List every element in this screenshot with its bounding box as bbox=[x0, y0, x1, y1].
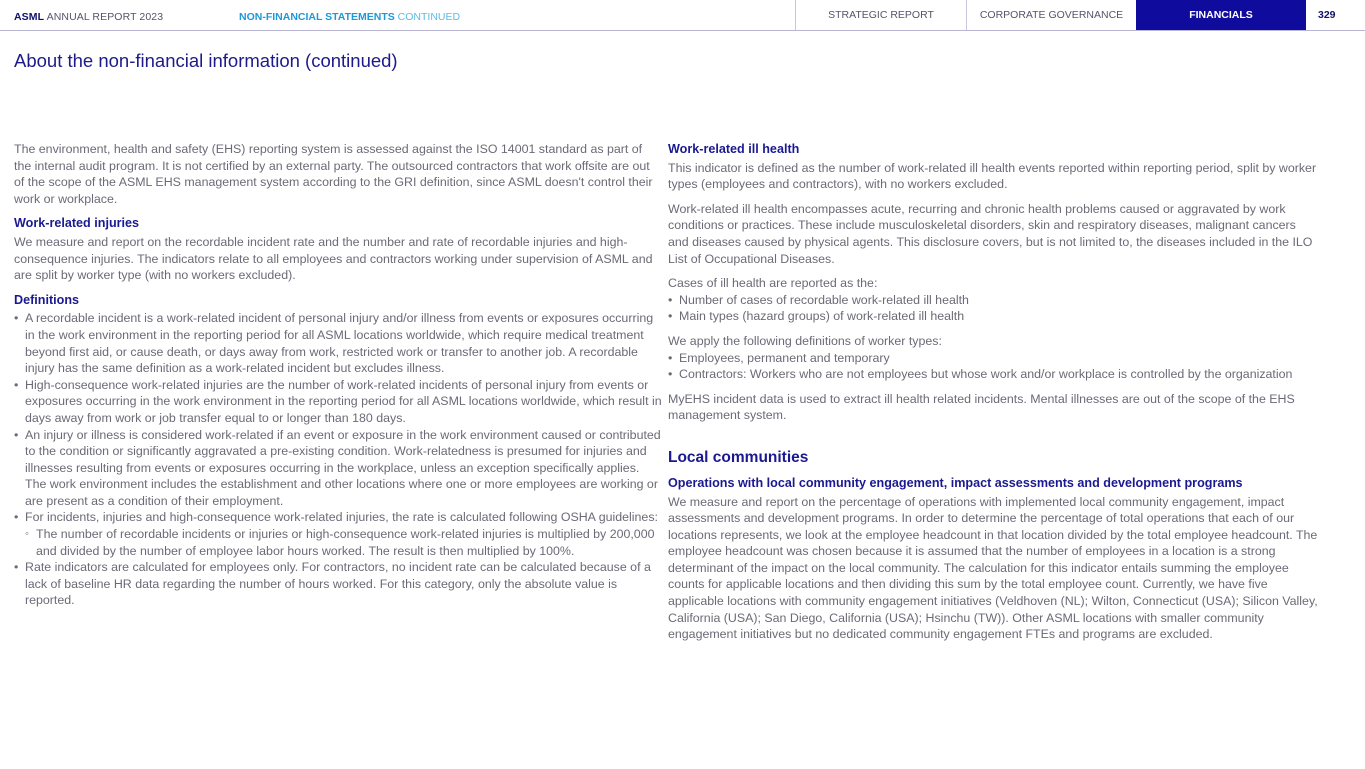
right-column bbox=[668, 141, 1318, 651]
osha-text: For incidents, injuries and high-consequence work-related injuries, the rate is calculated following OSHA guidelines: bbox=[25, 510, 658, 525]
report-brand[interactable] bbox=[14, 11, 163, 23]
definition-item-osha bbox=[14, 509, 662, 559]
nav-tab-strategic-report[interactable]: STRATEGIC REPORT bbox=[795, 0, 966, 30]
nav-tab-corporate-governance[interactable]: CORPORATE GOVERNANCE bbox=[966, 0, 1136, 30]
definitions-list bbox=[14, 310, 662, 609]
work-related-injuries-heading: Work-related injuries bbox=[14, 216, 140, 231]
worker-types-intro: We apply the following definitions of worker types: bbox=[668, 333, 942, 348]
worker-types-list bbox=[668, 350, 1318, 383]
section-name: NON-FINANCIAL STATEMENTS bbox=[239, 11, 395, 23]
page-number: 329 bbox=[1318, 9, 1336, 21]
ehs-intro-paragraph: The environment, health and safety (EHS) reporting system is assessed against the ISO 14001 standard as part of the internal audit program. It is not certified by an external party. The outsourced contractors that work offsite are out of the scope of the ASML EHS management system according to the GRI definition, since ASML doesn't control their work or workplace. bbox=[14, 142, 653, 206]
cases-list bbox=[668, 292, 1318, 325]
definitions-heading: Definitions bbox=[14, 292, 80, 307]
definition-item: • An injury or illness is considered work-related if an event or exposure in the work environment caused or contributed to the condition or significantly aggravated a pre-existing condition. Work-relatedness is presumed for injuries and illnesses resulting from events or exposures occurring in the workplace, unless an exception specifically applies. The work environment includes the establishment and other locations where one or more employees are working or are present as a condition of their employment. bbox=[14, 427, 662, 510]
osha-sub-item: ◦ The number of recordable incidents or injuries or high-consequence work-related injuries is multiplied by 200,000 and divided by the number of employee labor hours worked. The result is then multiplied by 100%. bbox=[25, 526, 662, 559]
definition-item: • A recordable incident is a work-related incident of personal injury and/or illness from events or exposures occurring in the work environment in the reporting period for all ASML locations worldwide, which require medical treatment beyond first aid, or cause death, or days away from work, restricted work or transfer to another job. A recordable injury has the same definition as a work-related incident but excludes illness. bbox=[14, 310, 662, 376]
definition-item: • Rate indicators are calculated for employees only. For contractors, no incident rate can be calculated because of a lack of baseline HR data regarding the number of hours worked. For this category, only the absolute value is reported. bbox=[14, 559, 662, 609]
brand-name: ASML bbox=[14, 11, 45, 23]
osha-sublist bbox=[25, 526, 662, 559]
operations-paragraph: We measure and report on the percentage of operations with implemented local community engagement, impact assessments and development programs. In order to determine the percentage of total operations that each of our locations represents, we look at the employee headcount in that location divided by the total employee headcount. The employee headcount was chosen because it is assumed that the number of employees in a location is a strong determinant of the impact on the local community. The calculation for this indicator entails summing the employee counts for applicable locations and then dividing this sum by the total employee count. Currently, we have five applicable locations with community engagement initiatives (Veldhoven (NL); Wilton, Connecticut (USA); Silicon Valley, California (USA); San Diego, California (USA); Hsinchu (TW)). Other ASML locations with smaller community engagement initiatives but no dedicated community engagement FTEs and programs are excluded. bbox=[668, 494, 1318, 642]
myehs-paragraph: MyEHS incident data is used to extract ill health related incidents. Mental illnesses are out of the scope of the EHS management system. bbox=[668, 391, 1295, 423]
operations-heading: Operations with local community engagement, impact assessments and development programs bbox=[668, 475, 1243, 490]
ill-health-paragraph-2: Work-related ill health encompasses acute, recurring and chronic health problems caused or aggravated by work conditions or practices. These include musculoskeletal disorders, skin and respiratory diseases, malignant cancers and diseases caused by physical agents. This disclosure covers, but is not limited to, the diseases included in the ILO List of Occupational Diseases. bbox=[668, 201, 1313, 266]
ill-health-paragraph-1: This indicator is defined as the number of work-related ill health events reported within reporting period, split by worker types (employees and contractors), with no workers excluded. bbox=[668, 160, 1317, 192]
work-related-injuries-paragraph: We measure and report on the recordable incident rate and the number and rate of recordable injuries and high-consequence injuries. The indicators relate to all employees and contractors working under supervision of ASML and are split by worker type (with no workers excluded). bbox=[14, 234, 653, 283]
worker-type-item: • Contractors: Workers who are not employees but whose work and/or workplace is controlled by the organization bbox=[668, 366, 1318, 383]
top-navigation-bar bbox=[0, 0, 1365, 31]
brand-report-title: ANNUAL REPORT 2023 bbox=[44, 11, 164, 23]
nav-tab-financials[interactable]: FINANCIALS bbox=[1136, 0, 1306, 30]
cases-intro: Cases of ill health are reported as the: bbox=[668, 276, 878, 291]
section-continued: CONTINUED bbox=[394, 11, 461, 23]
local-communities-heading: Local communities bbox=[668, 448, 809, 466]
cases-item: • Main types (hazard groups) of work-related ill health bbox=[668, 308, 1318, 325]
worker-type-item: • Employees, permanent and temporary bbox=[668, 350, 1318, 367]
section-breadcrumb[interactable] bbox=[239, 11, 460, 23]
cases-item: • Number of cases of recordable work-related ill health bbox=[668, 292, 1318, 309]
page-title: About the non-financial information (continued) bbox=[14, 50, 398, 72]
left-column bbox=[14, 141, 662, 617]
definition-item: • High-consequence work-related injuries are the number of work-related incidents of personal injury from events or exposures occurring in the work environment in the reporting period for all ASML locations worldwide, which result in days away from work or job transfer equal to or longer than 180 days. bbox=[14, 377, 662, 427]
ill-health-heading: Work-related ill health bbox=[668, 142, 800, 156]
